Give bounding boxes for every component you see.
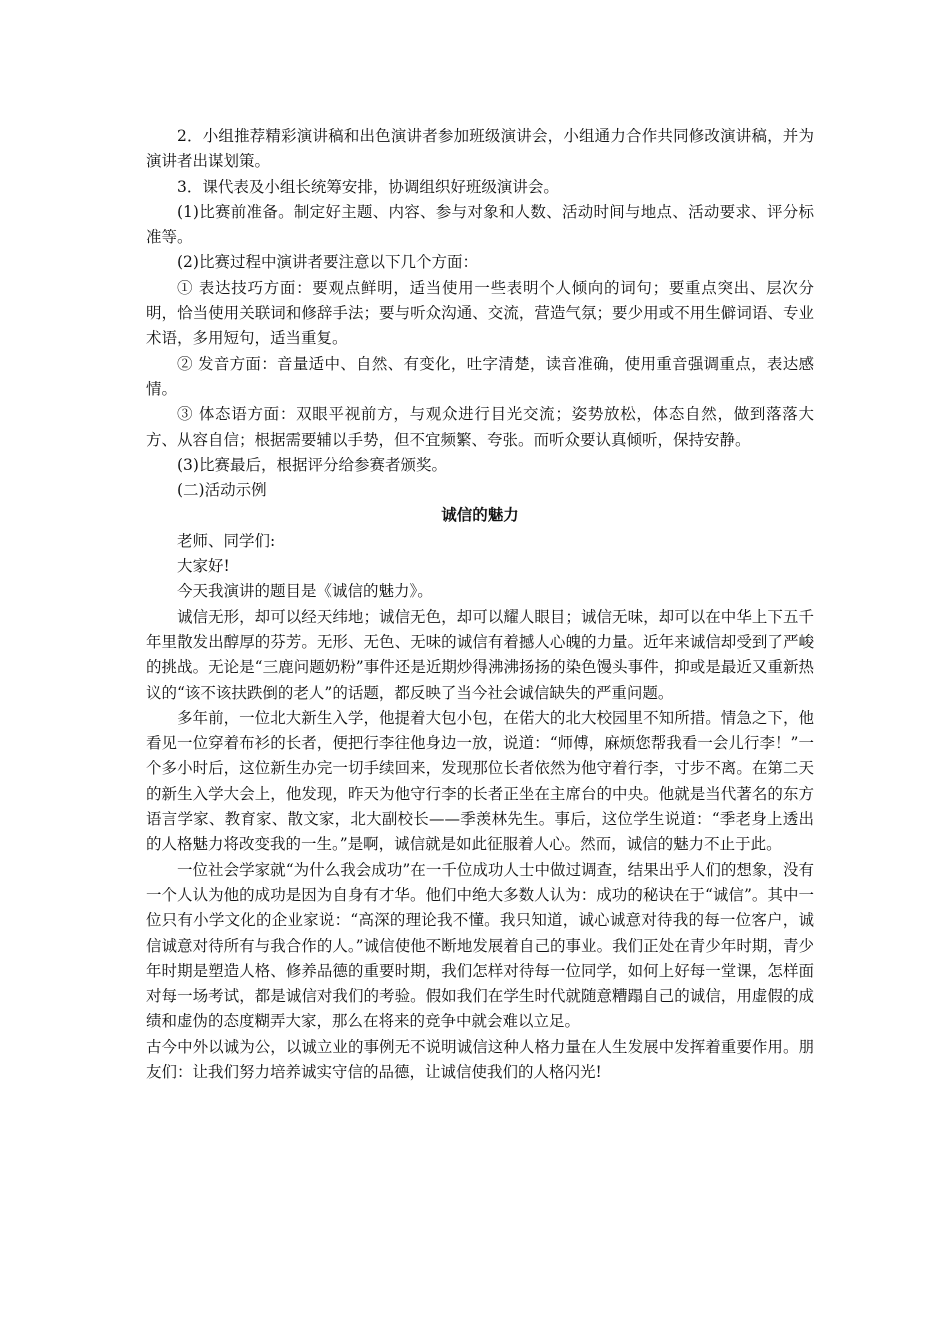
paragraph-expression-skills: ① 表达技巧方面：要观点鲜明，适当使用一些表明个人倾向的词句；要重点突出、层次分明，恰当使用关联词和修辞手法；要与听众沟通、交流，营造气氛；要少用或不用生僻词语、专业术语，多用短句，适当重复。 bbox=[146, 278, 814, 348]
paragraph-process: (2)比赛过程中演讲者要注意以下几个方面： bbox=[177, 253, 478, 272]
paragraph-step-2: 2．小组推荐精彩演讲稿和出色演讲者参加班级演讲会，小组通力合作共同修改演讲稿，并为演讲者出谋划策。 bbox=[146, 127, 814, 171]
paragraph-example-heading: (二)活动示例 bbox=[177, 481, 267, 500]
paragraph-preparation: (1)比赛前准备。制定好主题、内容、参与对象和人数、活动时间与地点、活动要求、评分标准等。 bbox=[146, 202, 814, 247]
speech-topic: 今天我演讲的题目是《诚信的魅力》。 bbox=[177, 582, 433, 601]
document-page bbox=[146, 124, 814, 1085]
paragraph-body-language: ③ 体态语方面：双眼平视前方，与观众进行目光交流；姿势放松，体态自然，做到落落大方、从容自信；根据需要辅以手势，但不宜频繁、夸张。而听众要认真倾听，保持安静。 bbox=[146, 405, 814, 449]
speech-paragraph-story: 多年前，一位北大新生入学，他提着大包小包，在偌大的北大校园里不知所措。情急之下，他看见一位穿着布衫的长者，便把行李往他身边一放，说道：“师傅，麻烦您帮我看一会儿行李！”一个多小时后，这位新生办完一切手续回来，发现那位长者依然为他守着行李，寸步不离。在第二天的新生入学大会上，他发现，昨天为他守行李的长者正坐在主席台的中央。他就是当代著名的东方语言学家、教育家、散文家，北大副校长——季羡林先生。事后，这位学生说道：“季老身上透出的人格魅力将改变我的一生。”是啊，诚信就是如此征服着人心。然而，诚信的魅力不止于此。 bbox=[146, 708, 814, 854]
speech-greeting: 大家好! bbox=[177, 557, 230, 576]
speech-paragraph-conclusion: 古今中外以诚为公，以诚立业的事例无不说明诚信这种人格力量在人生发展中发挥着重要作用。朋友们：让我们努力培养诚实守信的品德，让诚信使我们的人格闪光! bbox=[146, 1037, 814, 1081]
paragraph-step-3: 3．课代表及小组长统筹安排，协调组织好班级演讲会。 bbox=[177, 177, 559, 196]
paragraph-pronunciation: ② 发音方面：音量适中、自然、有变化，吐字清楚，读音准确，使用重音强调重点，表达感情。 bbox=[146, 354, 814, 398]
paragraph-awards: (3)比赛最后，根据评分给参赛者颁奖。 bbox=[177, 455, 447, 474]
speech-title: 诚信的魅力 bbox=[441, 506, 519, 525]
speech-paragraph-survey: 一位社会学家就“为什么我会成功”在一千位成功人士中做过调查，结果出乎人们的想象，没有一个人认为他的成功是因为自身有才华。他们中绝大多数人认为：成功的秘诀在于“诚信”。其中一位只有小学文化的企业家说：“高深的理论我不懂。我只知道，诚心诚意对待我的每一位客户，诚信诚意对待所有与我合作的人。”诚信使他不断地发展着自己的事业。我们正处在青少年时期，青少年时期是塑造人格、修养品德的重要时期，我们怎样对待每一位同学，如何上好每一堂课，怎样面对每一场考试，都是诚信对我们的考验。假如我们在学生时代就随意糟蹋自己的诚信，用虚假的成绩和虚伪的态度糊弄大家，那么在将来的竞争中就会难以立足。 bbox=[146, 860, 814, 1031]
speech-salutation: 老师、同学们: bbox=[177, 531, 276, 550]
speech-paragraph-intro: 诚信无形，却可以经天纬地；诚信无色，却可以耀人眼目；诚信无味，却可以在中华上下五千年里散发出醇厚的芬芳。无形、无色、无味的诚信有着撼人心魄的力量。近年来诚信却受到了严峻的挑战。无论是“三鹿问题奶粉”事件还是近期炒得沸沸扬扬的染色馒头事件，抑或是最近又重新热议的“该不该扶跌倒的老人”的话题，都反映了当今社会诚信缺失的严重问题。 bbox=[146, 607, 814, 702]
